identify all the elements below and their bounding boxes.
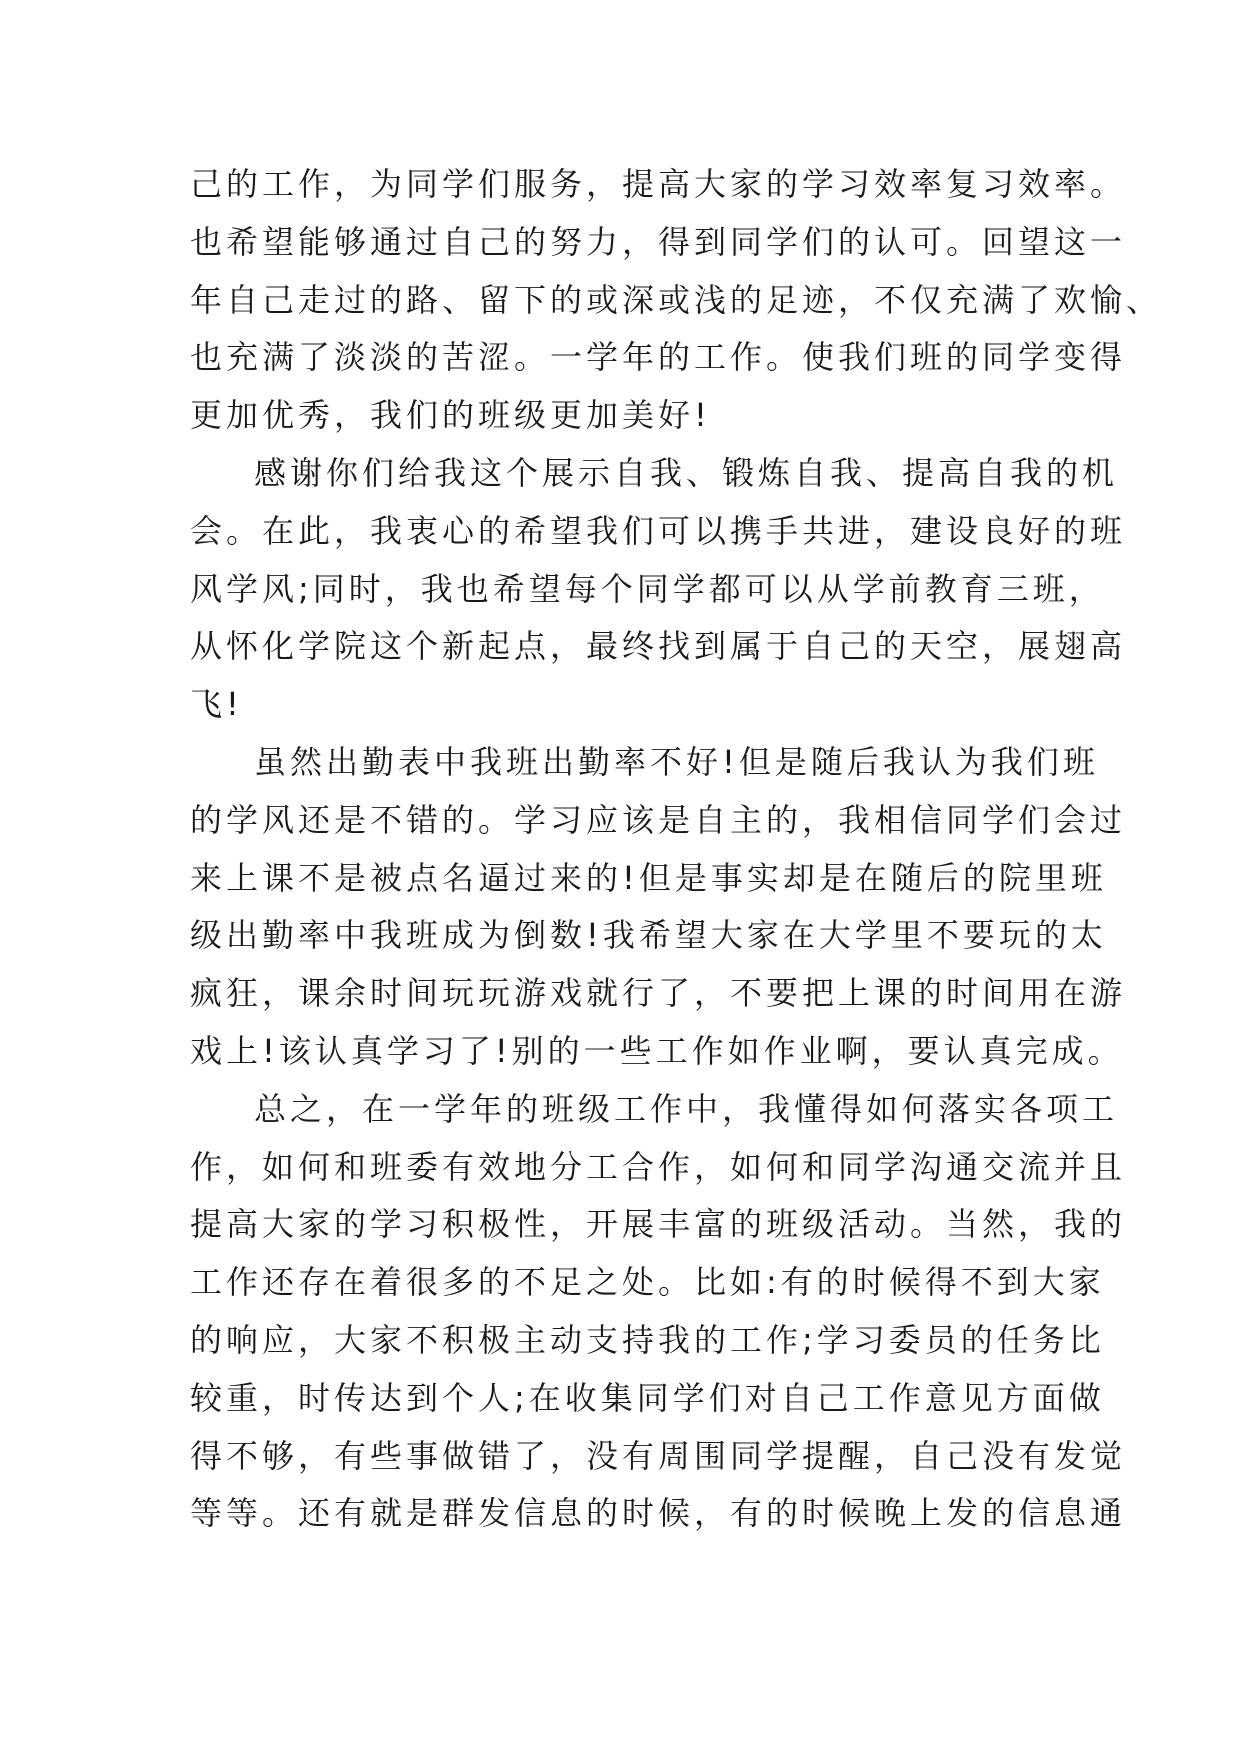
- paragraph-3: [190, 734, 1127, 1081]
- text-line: 风学风;同时，我也希望每个同学都可以从学前教育三班，: [190, 569, 1105, 608]
- text-line: 疯狂，课余时间玩玩游戏就行了，不要把上课的时间用在游: [190, 974, 1127, 1013]
- text-line: 从怀化学院这个新起点，最终找到属于自己的天空，展翅高: [190, 627, 1127, 666]
- text-line: 等等。还有就是群发信息的时候，有的时候晚上发的信息通: [190, 1494, 1127, 1533]
- text-line: 来上课不是被点名逼过来的!但是事实却是在随后的院里班: [190, 858, 1107, 897]
- text-line: 年自己走过的路、留下的或深或浅的足迹，不仅充满了欢愉、: [190, 280, 1163, 319]
- text-line: 更加优秀，我们的班级更加美好!: [190, 396, 711, 435]
- text-line: 戏上!该认真学习了!别的一些工作如作业啊，要认真完成。: [190, 1031, 1124, 1070]
- text-line: 会。在此，我衷心的希望我们可以携手共进，建设良好的班: [190, 511, 1127, 550]
- text-line: 得不够，有些事做错了，没有周围同学提醒，自己没有发觉: [190, 1436, 1127, 1475]
- paragraph-4: [190, 1081, 1127, 1543]
- text-line: 的学风还是不错的。学习应该是自主的，我相信同学们会过: [190, 800, 1127, 839]
- text-line: 也充满了淡淡的苦涩。一学年的工作。使我们班的同学变得: [190, 338, 1127, 377]
- text-line: 的响应，大家不积极主动支持我的工作;学习委员的任务比: [190, 1320, 1105, 1359]
- text-line: 己的工作，为同学们服务，提高大家的学习效率复习效率。: [190, 165, 1127, 203]
- text-line: 级出勤率中我班成为倒数!我希望大家在大学里不要玩的太: [190, 916, 1107, 955]
- paragraph-1: [190, 156, 1163, 445]
- document-body: [190, 156, 1163, 1543]
- text-line: 提高大家的学习积极性，开展丰富的班级活动。当然，我的: [190, 1205, 1127, 1244]
- text-line: 较重，时传达到个人;在收集同学们对自己工作意见方面做: [190, 1378, 1105, 1417]
- text-line: 总之，在一学年的班级工作中，我懂得如何落实各项工: [254, 1089, 1119, 1128]
- paragraph-2: [190, 445, 1127, 734]
- text-line: 作，如何和班委有效地分工合作，如何和同学沟通交流并且: [190, 1147, 1127, 1186]
- text-line: 虽然出勤表中我班出勤率不好!但是随后我认为我们班: [254, 742, 1099, 781]
- text-line: 感谢你们给我这个展示自我、锻炼自我、提高自我的机: [254, 453, 1119, 492]
- text-line: 工作还存在着很多的不足之处。比如:有的时候得不到大家: [190, 1263, 1105, 1302]
- text-line: 飞!: [190, 685, 243, 724]
- text-line: 也希望能够通过自己的努力，得到同学们的认可。回望这一: [190, 222, 1127, 261]
